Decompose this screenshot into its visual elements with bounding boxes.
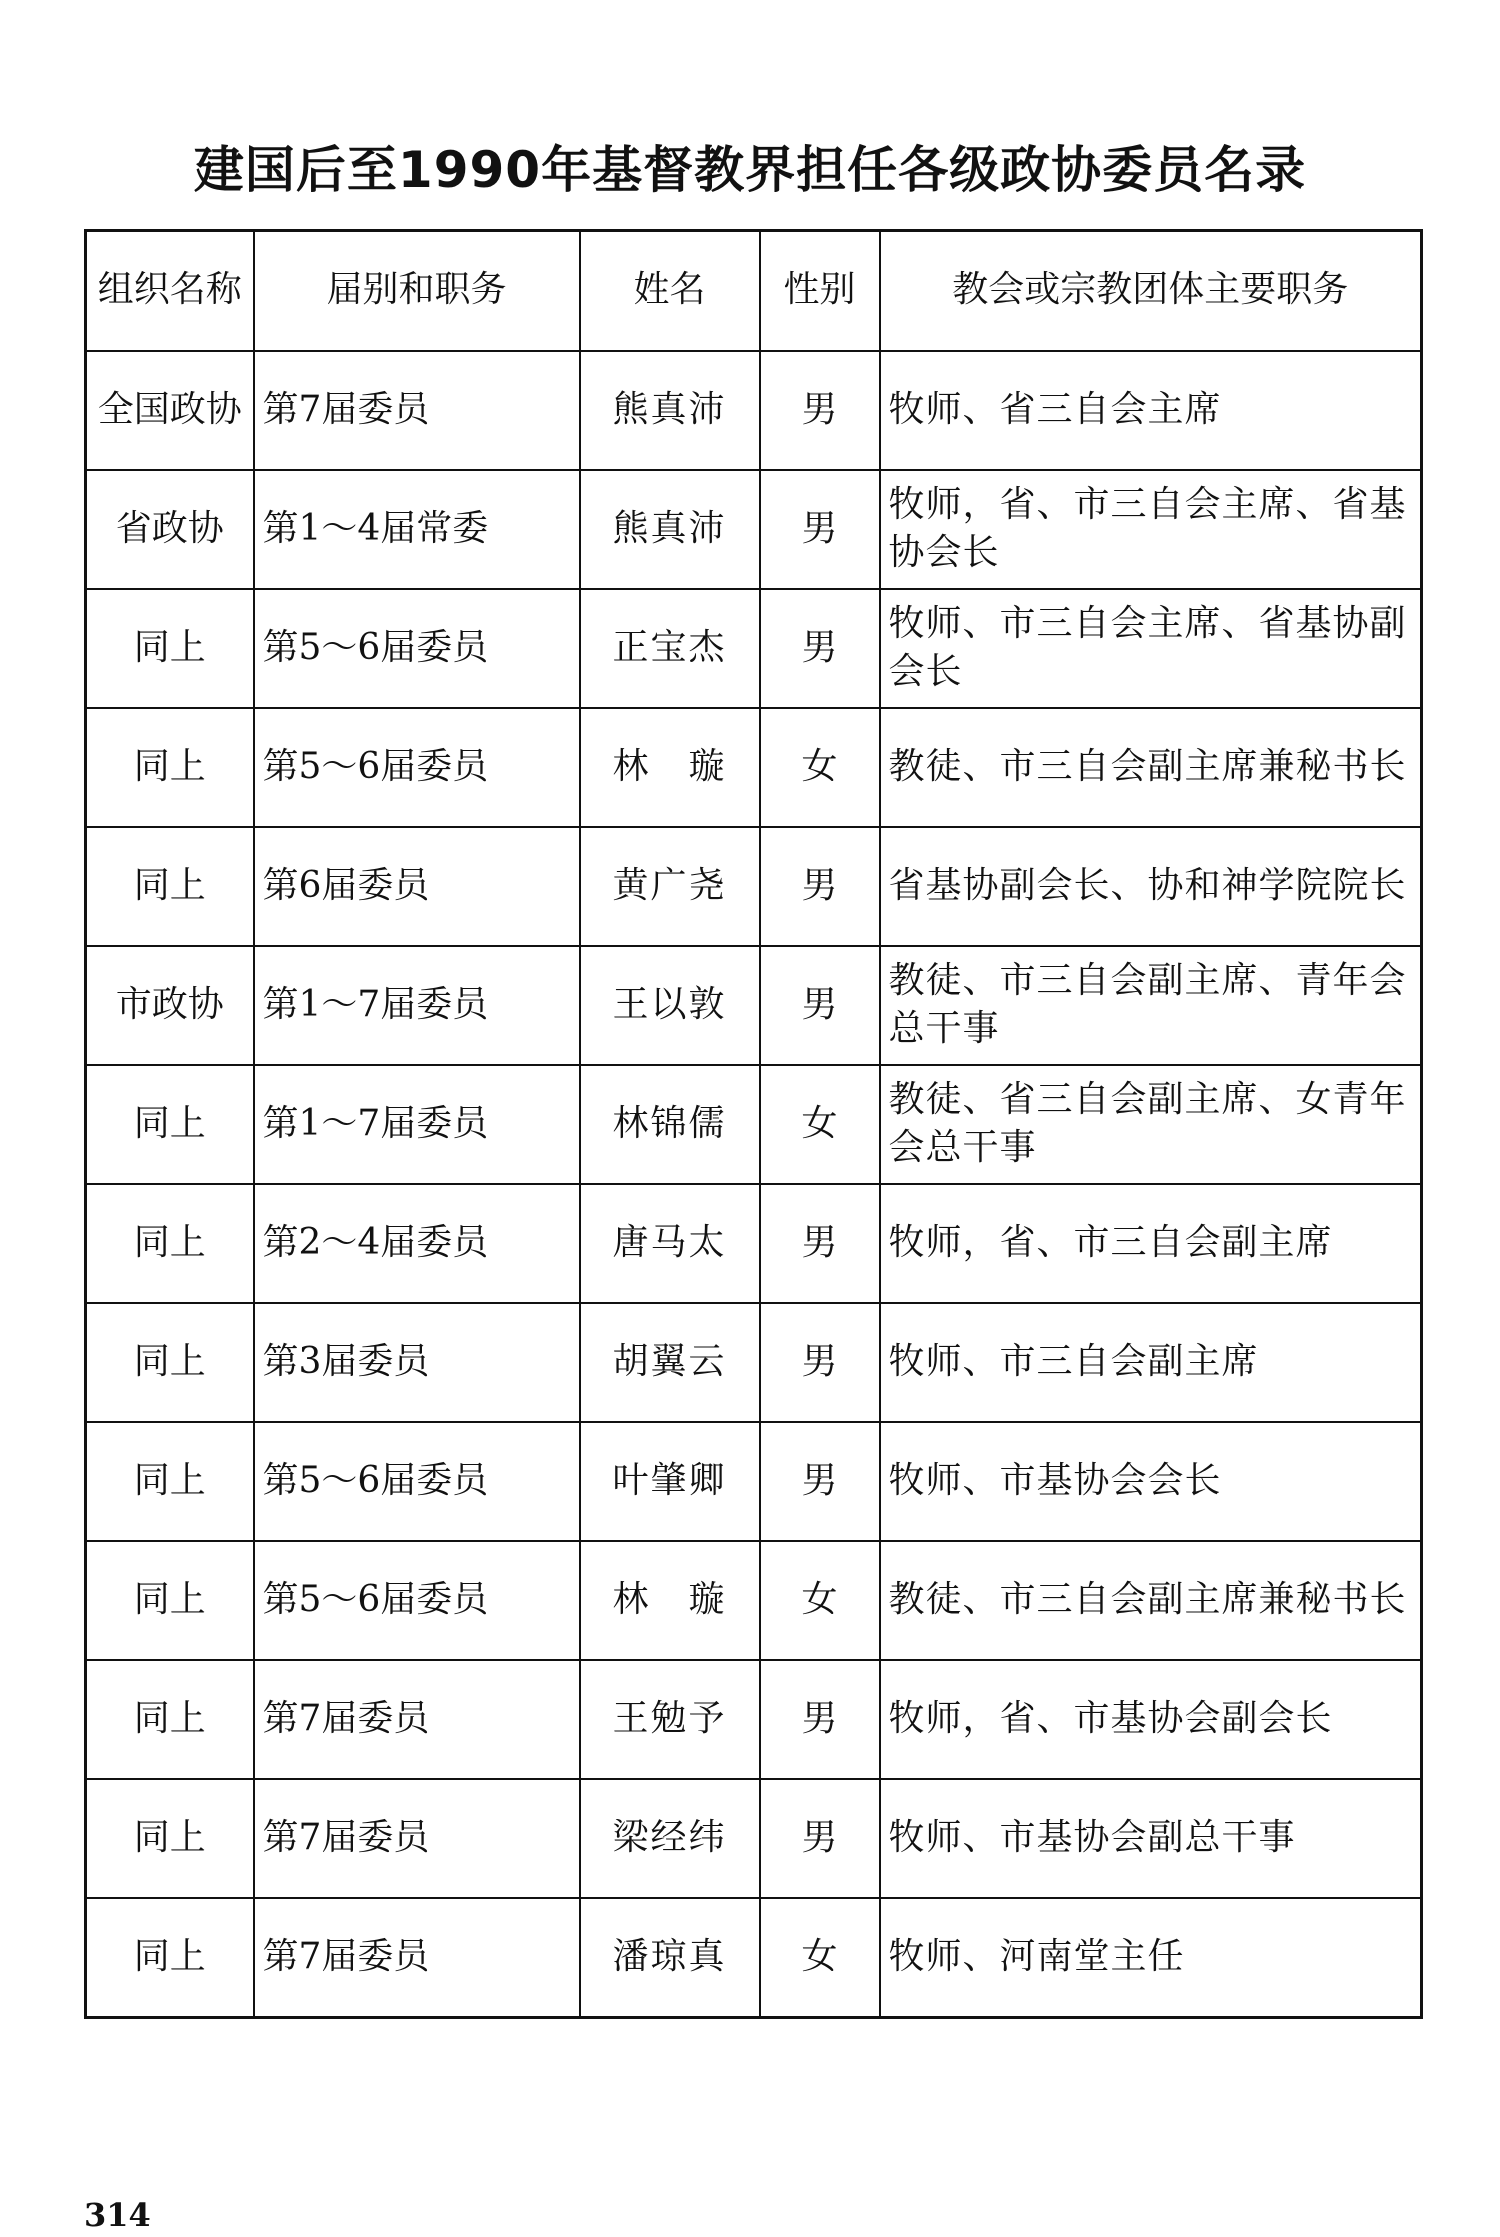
cell-org: 市政协 — [86, 946, 254, 1065]
table-row — [86, 589, 1422, 708]
cell-role: 教徒、市三自会副主席兼秘书长 — [880, 708, 1422, 827]
cell-org: 同上 — [86, 1898, 254, 2017]
cell-name: 叶肇卿 — [580, 1422, 760, 1541]
cell-name: 林 璇 — [580, 708, 760, 827]
cell-org: 同上 — [86, 1541, 254, 1660]
table-row — [86, 708, 1422, 827]
cell-gender: 男 — [760, 470, 880, 589]
cell-name: 梁经纬 — [580, 1779, 760, 1898]
cell-role: 教徒、市三自会副主席、青年会总干事 — [880, 946, 1422, 1065]
cell-name: 熊真沛 — [580, 351, 760, 470]
cell-term: 第7届委员 — [254, 1779, 580, 1898]
cell-term: 第1～4届常委 — [254, 470, 580, 589]
cell-name: 林锦儒 — [580, 1065, 760, 1184]
cell-role: 教徒、省三自会副主席、女青年会总干事 — [880, 1065, 1422, 1184]
cell-gender: 男 — [760, 351, 880, 470]
table-row — [86, 351, 1422, 470]
cell-gender: 男 — [760, 1422, 880, 1541]
cell-role: 牧师，省、市三自会副主席 — [880, 1184, 1422, 1303]
cell-term: 第6届委员 — [254, 827, 580, 946]
header-org: 组织名称 — [86, 231, 254, 351]
cell-org: 同上 — [86, 827, 254, 946]
cell-gender: 女 — [760, 1898, 880, 2017]
header-role: 教会或宗教团体主要职务 — [880, 231, 1422, 351]
cell-name: 熊真沛 — [580, 470, 760, 589]
cell-name: 潘琼真 — [580, 1898, 760, 2017]
table-row — [86, 470, 1422, 589]
cell-term: 第5～6届委员 — [254, 589, 580, 708]
table-body — [86, 351, 1422, 2018]
page-title: 建国后至1990年基督教界担任各级政协委员名录 — [193, 141, 1307, 199]
cell-org: 同上 — [86, 1065, 254, 1184]
cell-term: 第5～6届委员 — [254, 708, 580, 827]
cell-term: 第7届委员 — [254, 1660, 580, 1779]
cell-gender: 男 — [760, 1660, 880, 1779]
cell-role: 教徒、市三自会副主席兼秘书长 — [880, 1541, 1422, 1660]
cell-gender: 男 — [760, 1779, 880, 1898]
cell-name: 胡翼云 — [580, 1303, 760, 1422]
cell-name: 王勉予 — [580, 1660, 760, 1779]
cell-term: 第1～7届委员 — [254, 946, 580, 1065]
table-row — [86, 1184, 1422, 1303]
cell-gender: 女 — [760, 708, 880, 827]
cell-name: 正宝杰 — [580, 589, 760, 708]
cell-term: 第1～7届委员 — [254, 1065, 580, 1184]
table-row — [86, 1541, 1422, 1660]
page-number: 314 — [84, 2196, 151, 2234]
cell-role: 省基协副会长、协和神学院院长 — [880, 827, 1422, 946]
cell-gender: 女 — [760, 1541, 880, 1660]
table-row — [86, 1065, 1422, 1184]
table-header-row — [86, 231, 1422, 351]
cell-role: 牧师、市基协会副总干事 — [880, 1779, 1422, 1898]
table-row — [86, 1660, 1422, 1779]
header-name: 姓名 — [580, 231, 760, 351]
cell-term: 第2～4届委员 — [254, 1184, 580, 1303]
cell-org: 同上 — [86, 589, 254, 708]
cell-org: 同上 — [86, 1660, 254, 1779]
cell-role: 牧师、市三自会主席、省基协副会长 — [880, 589, 1422, 708]
cell-term: 第5～6届委员 — [254, 1422, 580, 1541]
cell-gender: 男 — [760, 946, 880, 1065]
cell-gender: 女 — [760, 1065, 880, 1184]
table-row — [86, 946, 1422, 1065]
cell-org: 同上 — [86, 1303, 254, 1422]
cell-name: 王以敦 — [580, 946, 760, 1065]
cell-term: 第3届委员 — [254, 1303, 580, 1422]
cell-role: 牧师、省三自会主席 — [880, 351, 1422, 470]
cell-name: 林 璇 — [580, 1541, 760, 1660]
cell-role: 牧师、河南堂主任 — [880, 1898, 1422, 2017]
cell-term: 第5～6届委员 — [254, 1541, 580, 1660]
cell-role: 牧师，省、市三自会主席、省基协会长 — [880, 470, 1422, 589]
cell-org: 同上 — [86, 1779, 254, 1898]
table-row — [86, 1898, 1422, 2017]
cell-gender: 男 — [760, 827, 880, 946]
cell-org: 省政协 — [86, 470, 254, 589]
cell-gender: 男 — [760, 1303, 880, 1422]
cell-org: 同上 — [86, 1422, 254, 1541]
cell-term: 第7届委员 — [254, 1898, 580, 2017]
cell-role: 牧师、市基协会会长 — [880, 1422, 1422, 1541]
cell-gender: 男 — [760, 589, 880, 708]
table-row — [86, 827, 1422, 946]
cell-org: 同上 — [86, 1184, 254, 1303]
cell-org: 全国政协 — [86, 351, 254, 470]
table-row — [86, 1422, 1422, 1541]
header-gender: 性别 — [760, 231, 880, 351]
cell-name: 黄广尧 — [580, 827, 760, 946]
table-row — [86, 1779, 1422, 1898]
cell-term: 第7届委员 — [254, 351, 580, 470]
table-row — [86, 1303, 1422, 1422]
cell-role: 牧师，省、市基协会副会长 — [880, 1660, 1422, 1779]
header-term: 届别和职务 — [254, 231, 580, 351]
cell-role: 牧师、市三自会副主席 — [880, 1303, 1422, 1422]
members-table — [84, 229, 1423, 2019]
cell-org: 同上 — [86, 708, 254, 827]
cell-name: 唐马太 — [580, 1184, 760, 1303]
cell-gender: 男 — [760, 1184, 880, 1303]
